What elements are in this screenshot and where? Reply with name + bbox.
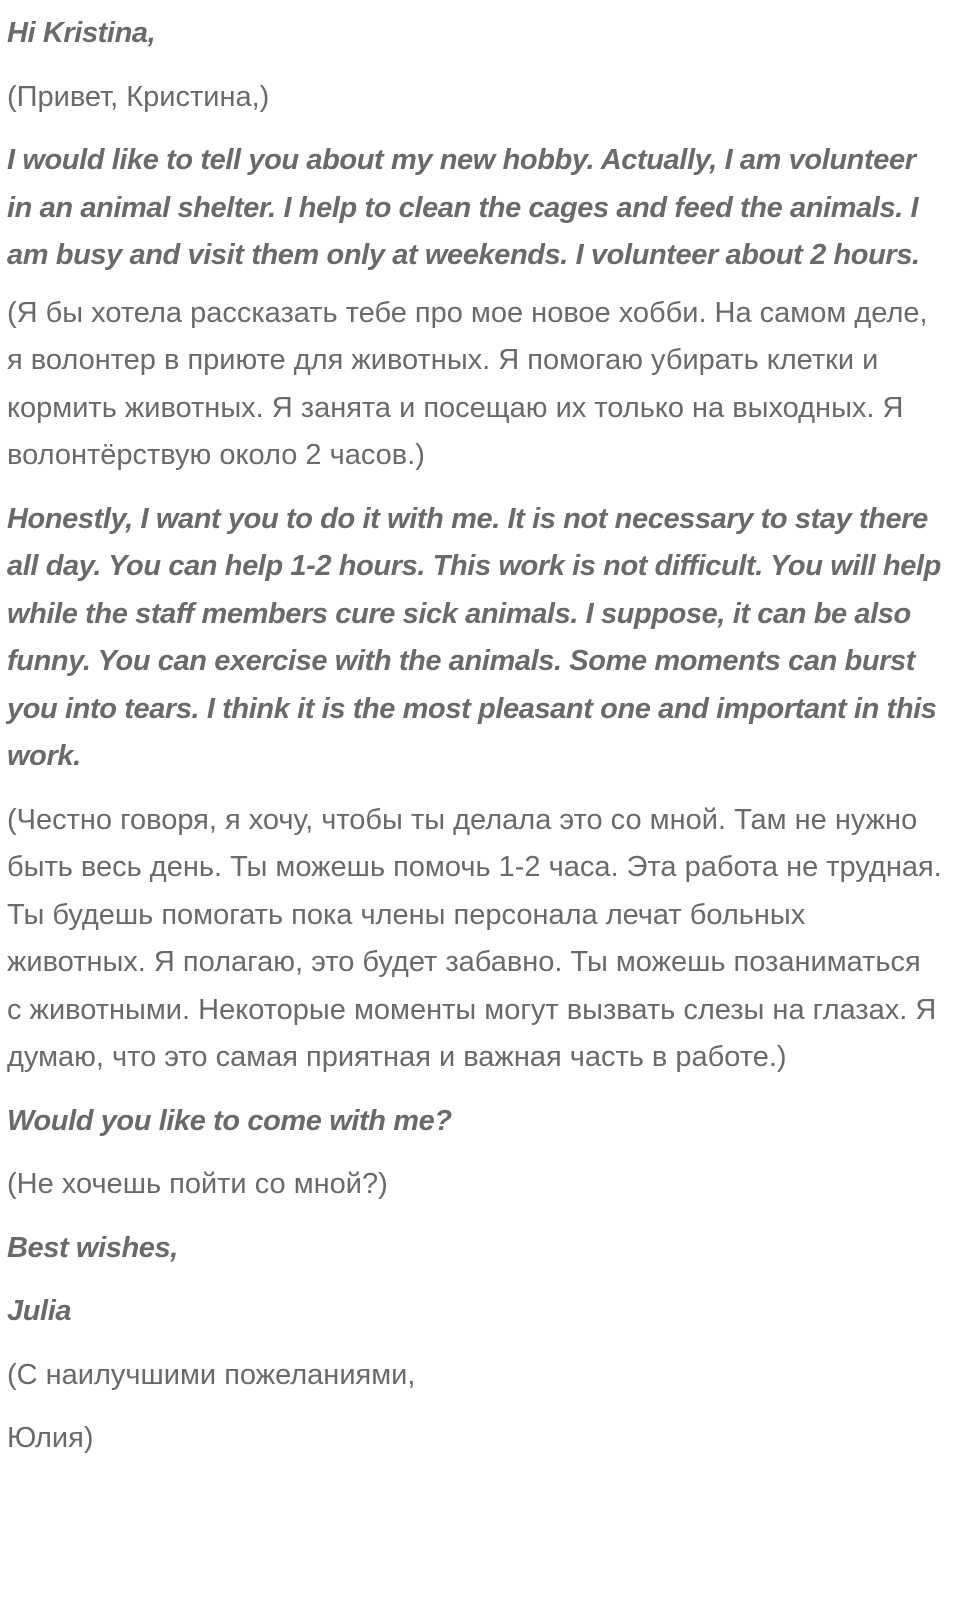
greeting-russian: (Привет, Кристина,)	[7, 80, 270, 113]
paragraph-hobby-russian: (Я бы хотела рассказать тебе про мое новое хобби. На самом деле, я волонтер в приюте для животных. Я помогаю убирать клетки и кормить животных. Я занята и посещаю их только на выходных. Я волонтёрствую около 2 часов.)	[7, 296, 928, 471]
greeting-english: Hi Kristina,	[7, 17, 156, 49]
question-russian: (Не хочешь пойти со мной?)	[7, 1168, 388, 1200]
closing-russian: (С наилучшими пожеланиями,	[7, 1358, 416, 1391]
signature-russian: Юлия)	[7, 1422, 94, 1454]
closing-english: Best wishes,	[7, 1231, 178, 1264]
paragraph-invitation-english: Honestly, I want you to do it with me. It is not necessary to stay there all day. You can help 1-2 hours. This work is not difficult. You will help while the staff members cure sick animals. I suppose, it can be also funny. You can exercise with the animals. Some moments can burst you into tears. I think it is the most pleasant one and important in this work.	[7, 502, 941, 772]
paragraph-hobby-english: I would like to tell you about my new hobby. Actually, I am volunteer in an animal shelter. I help to clean the cages and feed the animals. I am busy and visit them only at weekends. I volunteer about 2 hours.	[7, 144, 920, 271]
signature-english: Julia	[7, 1295, 72, 1327]
question-english: Would you like to come with me?	[7, 1104, 452, 1137]
paragraph-invitation-russian: (Честно говоря, я хочу, чтобы ты делала это со мной. Там не нужно быть весь день. Ты можешь помочь 1-2 часа. Эта работа не трудная. Ты будешь помогать пока члены персонала лечат больных животных. Я полагаю, это будет забавно. Ты можешь позаниматься с животными. Некоторые моменты могут вызвать слезы на глазах. Я думаю, что это самая приятная и важная часть в работе.)	[7, 803, 942, 1073]
letter-body	[7, 0, 942, 1463]
